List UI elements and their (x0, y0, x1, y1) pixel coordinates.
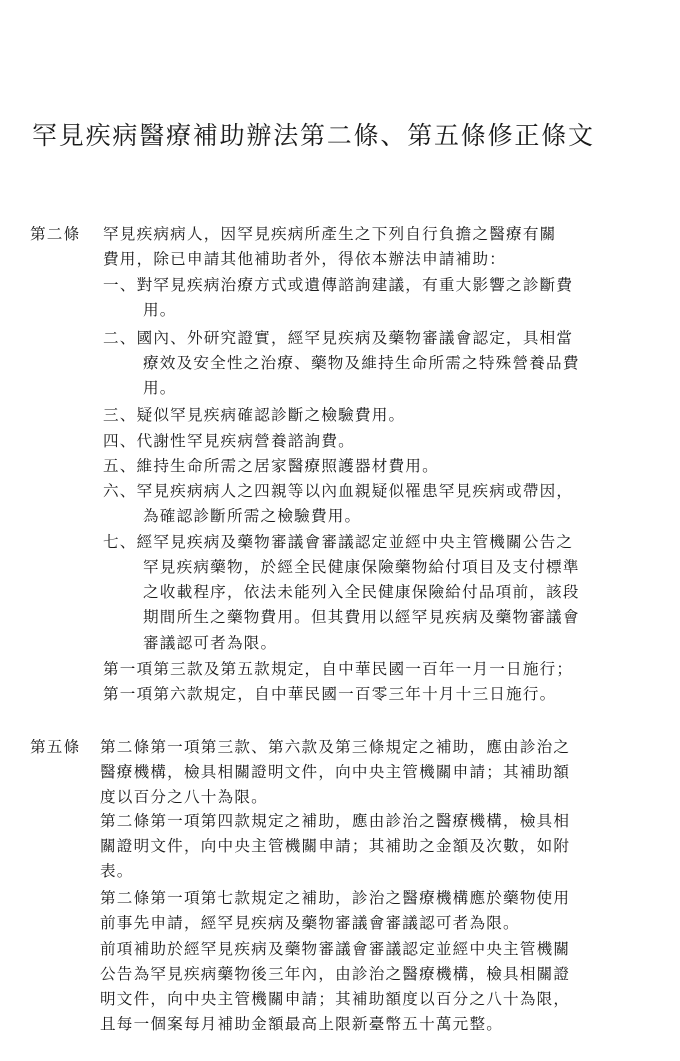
article-2-item-4: 四、代謝性罕見疾病營養諮詢費。 (103, 432, 355, 450)
article-2-line: 用。 (143, 301, 177, 319)
article-5-line: 關證明文件，向中央主管機關申請；其補助之金額及次數，如附 (100, 837, 571, 855)
article-5-line: 表。 (100, 862, 134, 880)
article-2-line: 費用，除已申請其他補助者外，得依本辦法申請補助： (103, 250, 507, 268)
article-5-line: 度以百分之八十為限。 (100, 788, 268, 806)
article-2-line: 審議認可者為限。 (143, 634, 278, 652)
article-2-line: 期間所生之藥物費用。但其費用以經罕見疾病及藥物審議會 (143, 608, 580, 626)
article-2-item-1: 一、對罕見疾病治療方式或遺傳諮詢建議，有重大影響之診斷費 (103, 276, 574, 294)
article-2-line: 之收載程序，依法未能列入全民健康保險給付品項前，該段 (143, 583, 580, 601)
article-2-item-2: 二、國內、外研究證實，經罕見疾病及藥物審議會認定，具相當 (103, 329, 574, 347)
article-2-line: 用。 (143, 379, 177, 397)
article-5-paragraph-3: 第二條第一項第七款規定之補助，診治之醫療機構應於藥物使用 (100, 889, 571, 907)
article-2-paragraph-3: 第一項第六款規定，自中華民國一百零三年十月十三日施行。 (103, 685, 557, 703)
article-5-line: 前事先申請，經罕見疾病及藥物審議會審議認可者為限。 (100, 914, 520, 932)
article-2-label: 第二條 (30, 225, 81, 243)
article-5-line: 公告為罕見疾病藥物後三年內，由診治之醫療機構，檢具相關證 (100, 965, 571, 983)
article-5-line: 明文件，向中央主管機關申請；其補助額度以百分之八十為限， (100, 990, 571, 1008)
article-5-label: 第五條 (30, 738, 81, 756)
document-title: 罕見疾病醫療補助辦法第二條、第五條修正條文 (32, 121, 595, 150)
article-5-paragraph-2: 第二條第一項第四款規定之補助，應由診治之醫療機構，檢具相 (100, 812, 571, 830)
article-2-item-7: 七、經罕見疾病及藥物審議會審議認定並經中央主管機關公告之 (103, 533, 574, 551)
article-2-line: 為確認診斷所需之檢驗費用。 (143, 507, 362, 525)
article-2-paragraph-2: 第一項第三款及第五款規定，自中華民國一百年一月一日施行； (103, 660, 574, 678)
article-5-paragraph-4: 前項補助於經罕見疾病及藥物審議會審議認定並經中央主管機關 (100, 940, 571, 958)
article-2-item-6: 六、罕見疾病病人之四親等以內血親疑似罹患罕見疾病或帶因， (103, 482, 574, 500)
article-2-line: 療效及安全性之治療、藥物及維持生命所需之特殊營養品費 (143, 354, 580, 372)
article-2-item-3: 三、疑似罕見疾病確認診斷之檢驗費用。 (103, 406, 406, 424)
article-2-line: 罕見疾病藥物，於經全民健康保險藥物給付項目及支付標準 (143, 558, 580, 576)
article-5-line: 第二條第一項第三款、第六款及第三條規定之補助，應由診治之 (100, 738, 571, 756)
article-5-line: 且每一個案每月補助金額最高上限新臺幣五十萬元整。 (100, 1015, 504, 1033)
article-5-line: 醫療機構，檢具相關證明文件，向中央主管機關申請；其補助額 (100, 763, 571, 781)
article-2-line: 罕見疾病病人，因罕見疾病所產生之下列自行負擔之醫療有關 (103, 225, 557, 243)
article-2-item-5: 五、維持生命所需之居家醫療照護器材費用。 (103, 457, 439, 475)
